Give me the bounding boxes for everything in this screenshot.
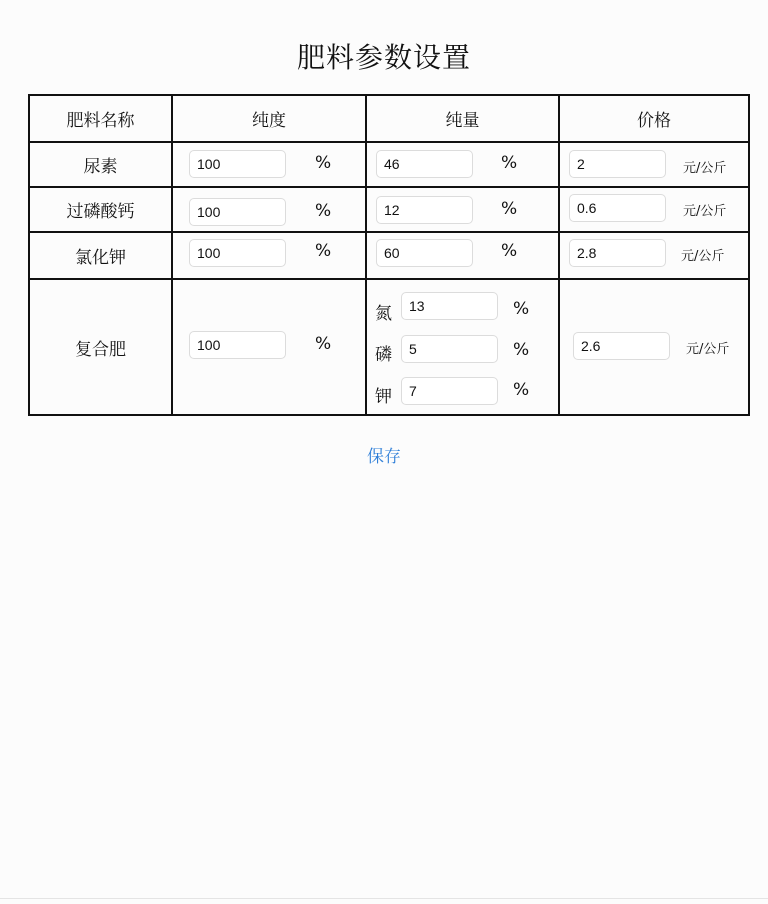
price-input[interactable] — [569, 194, 666, 222]
percent-label: % — [513, 340, 530, 360]
percent-label: % — [315, 153, 332, 173]
table-row — [29, 187, 749, 232]
price-unit-label: 元/公斤 — [681, 249, 725, 264]
price-input[interactable] — [573, 332, 670, 360]
purity-input[interactable] — [189, 239, 286, 267]
header-name: 肥料名称 — [29, 95, 172, 142]
page-title: 肥料参数设置 — [296, 41, 471, 74]
percent-label: % — [501, 199, 518, 219]
percent-label: % — [513, 299, 530, 319]
percent-label: % — [315, 201, 332, 221]
fertilizer-name: 复合肥 — [29, 279, 172, 415]
percent-label: % — [513, 380, 530, 400]
header-purity: 纯度 — [172, 95, 366, 142]
percent-label: % — [315, 241, 332, 261]
purity-input[interactable] — [189, 150, 286, 178]
percent-label: % — [315, 334, 332, 354]
price-unit-label: 元/公斤 — [686, 342, 730, 357]
price-unit-label: 元/公斤 — [683, 161, 727, 176]
save-button[interactable]: 保存 — [367, 442, 401, 467]
fertilizer-name: 氯化钾 — [29, 232, 172, 279]
nitrogen-input[interactable] — [401, 292, 498, 320]
table-row — [29, 232, 749, 279]
nitrogen-label: 氮 — [375, 304, 392, 324]
purity-input[interactable] — [189, 331, 286, 359]
fertilizer-table — [28, 94, 750, 416]
header-amount: 纯量 — [366, 95, 559, 142]
header-price: 价格 — [559, 95, 749, 142]
purity-input[interactable] — [189, 198, 286, 226]
phosphorus-input[interactable] — [401, 335, 498, 363]
fertilizer-name: 过磷酸钙 — [29, 187, 172, 232]
price-unit-label: 元/公斤 — [683, 204, 727, 219]
percent-label: % — [501, 241, 518, 261]
amount-input[interactable] — [376, 196, 473, 224]
table-header-row — [29, 95, 749, 142]
amount-input[interactable] — [376, 150, 473, 178]
phosphorus-label: 磷 — [375, 345, 392, 365]
percent-label: % — [501, 153, 518, 173]
table-row-compound — [29, 279, 749, 415]
potassium-label: 钾 — [375, 387, 392, 407]
price-input[interactable] — [569, 239, 666, 267]
price-input[interactable] — [569, 150, 666, 178]
bottom-divider — [0, 898, 768, 899]
potassium-input[interactable] — [401, 377, 498, 405]
table-row — [29, 142, 749, 187]
amount-input[interactable] — [376, 239, 473, 267]
fertilizer-name: 尿素 — [29, 142, 172, 187]
